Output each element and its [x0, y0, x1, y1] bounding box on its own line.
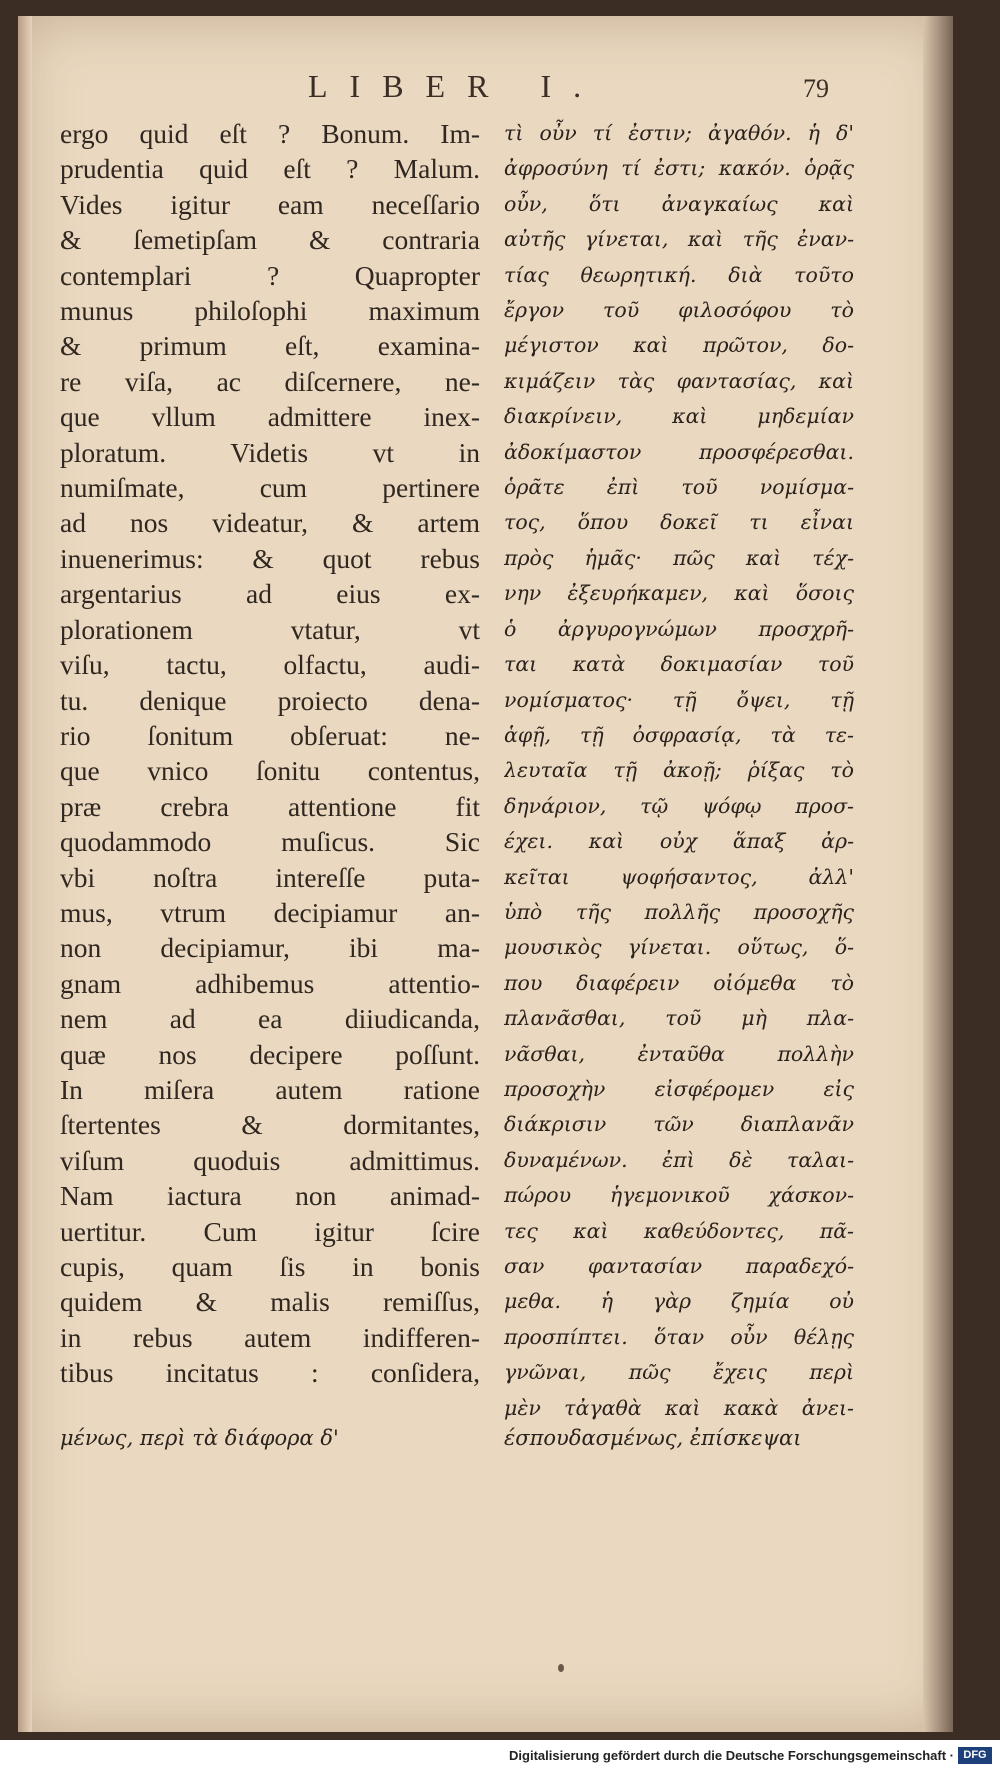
greek-text-line: νᾶσθαι, ἐνταῦθα πολλὴν: [504, 1041, 854, 1066]
greek-text-line: νην ἐξευρήκαμεν, καὶ ὅσοις: [504, 581, 854, 606]
latin-text-line: cupis, quam ſis in bonis: [60, 1251, 480, 1282]
page-edge-left: [18, 16, 32, 1732]
latin-text-line: præ crebra attentione fit: [60, 790, 480, 822]
latin-text-line: viſu, tactu, olfactu, audi-: [60, 649, 480, 681]
greek-text-line: ὁρᾶτε ἐπὶ τοῦ νομίσμα-: [504, 475, 854, 500]
greek-text-line: τὶ οὖν τί ἐστιν; ἀγαθόν. ἡ δ': [504, 121, 854, 145]
greek-text-line: διάκρισιν τῶν διαπλανᾶν: [504, 1112, 854, 1137]
greek-text-line: τος, ὅπου δοκεῖ τι εἶναι: [504, 510, 854, 535]
latin-text-line: & ſemetipſam & contraria: [60, 224, 480, 256]
latin-text-line: nem ad ea diiudicanda,: [60, 1003, 480, 1035]
latin-text-line: Vides igitur eam neceſſario: [60, 188, 480, 220]
greek-text-line: μὲν τἀγαθὰ καὶ κακὰ ἀνει-: [504, 1395, 854, 1420]
greek-text-line: μουσικὸς γίνεται. οὕτως, ὅ-: [504, 935, 854, 960]
latin-text-line: prudentia quid eſt ? Malum.: [60, 153, 480, 185]
greek-text-line: γνῶναι, πῶς ἔχεις περὶ: [504, 1360, 854, 1385]
dfg-logo: DFG: [958, 1747, 992, 1764]
greek-text-line: μέγιστον καὶ πρῶτον, δο-: [504, 333, 854, 358]
greek-text-line: πλανᾶσθαι, τοῦ μὴ πλα-: [504, 1006, 854, 1031]
latin-text-line: munus philoſophi maximum: [60, 295, 480, 327]
catchword-right: έσπουδασμένως, ἐπίσκεψαι: [504, 1426, 802, 1450]
latin-text-line: argentarius ad eius ex-: [60, 578, 480, 610]
latin-text-line: & primum eſt, examina-: [60, 330, 480, 362]
latin-text-line: uertitur. Cum igitur ſcire: [60, 1215, 480, 1247]
latin-text-line: quodammodo muſicus. Sic: [60, 826, 480, 858]
greek-text-line: πρὸς ἡμᾶς· πῶς καὶ τέχ-: [504, 545, 854, 570]
greek-text-line: έχει. καὶ οὐχ ἅπαξ ἀρ-: [504, 829, 854, 854]
greek-text-line: πώρου ἡγεμονικοῦ χάσκον-: [504, 1183, 854, 1208]
latin-text-line: vbi noſtra intereſſe puta-: [60, 861, 480, 893]
greek-column: [504, 116, 854, 1426]
greek-text-line: ἀδοκίμαστον προσφέρεσθαι.: [504, 439, 854, 464]
running-title: LIBER I.: [308, 68, 604, 104]
latin-text-line: In miſera autem ratione: [60, 1073, 480, 1105]
greek-text-line: σαν φαντασίαν παραδεχό-: [504, 1254, 854, 1278]
greek-text-line: κεῖται ψοφήσαντος, ἀλλ': [504, 864, 854, 889]
latin-text-line: tibus incitatus : conſidera,: [60, 1357, 480, 1389]
greek-text-line: ἁφῇ, τῇ ὀσφρασίᾳ, τὰ τε-: [504, 722, 854, 747]
greek-text-line: αὐτῆς γίνεται, καὶ τῆς ἐναν-: [504, 227, 854, 252]
page-header: [18, 68, 953, 108]
greek-text-line: ἀφροσύνη τί ἐστι; κακόν. ὁρᾷς: [504, 156, 854, 181]
greek-text-line: ὑπὸ τῆς πολλῆς προσοχῆς: [504, 899, 854, 924]
greek-text-line: ἔργον τοῦ φιλοσόφου τὸ: [504, 298, 854, 323]
latin-text-line: contemplari ? Quapropter: [60, 259, 480, 291]
latin-column: [60, 116, 480, 1391]
latin-text-line: tu. denique proiecto dena-: [60, 684, 480, 716]
catchword-left: μένως, περὶ τὰ διάφορα δ': [60, 1426, 339, 1450]
latin-text-line: non decipiamur, ibi ma-: [60, 932, 480, 964]
greek-text-line: κιμάζειν τὰς φαντασίας, καὶ: [504, 368, 854, 393]
latin-text-line: ad nos videatur, & artem: [60, 507, 480, 539]
greek-text-line: δηνάριον, τῷ ψόφῳ προσ-: [504, 793, 854, 818]
latin-text-line: ploratum. Videtis vt in: [60, 436, 480, 468]
greek-text-line: προσοχὴν εἰσφέρομεν εἰς: [504, 1076, 854, 1101]
footer-bar: [0, 1740, 1000, 1770]
funding-notice: Digitalisierung gefördert durch die Deutsche Forschungsgemeinschaft ·: [509, 1748, 954, 1763]
latin-text-line: viſum quoduis admittimus.: [60, 1144, 480, 1176]
latin-text-line: rio ſonitum obſeruat: ne-: [60, 719, 480, 751]
latin-text-line: numiſmate, cum pertinere: [60, 472, 480, 504]
greek-text-line: δυναμένων. ἐπὶ δὲ ταλαι-: [504, 1147, 854, 1172]
greek-text-line: προσπίπτει. ὅταν οὖν θέλῃς: [504, 1324, 854, 1349]
greek-text-line: διακρίνειν, καὶ μηδεμίαν: [504, 404, 854, 429]
page-edge-right: [923, 16, 953, 1732]
greek-text-line: οὖν, ὅτι ἀναγκαίως καὶ: [504, 191, 854, 216]
ink-spot: [558, 1664, 564, 1672]
latin-text-line: in rebus autem indifferen-: [60, 1321, 480, 1353]
latin-text-line: que vnico ſonitu contentus,: [60, 755, 480, 787]
latin-text-line: Nam iactura non animad-: [60, 1180, 480, 1212]
latin-text-line: que vllum admittere inex-: [60, 401, 480, 433]
catchwords-row: [18, 1426, 953, 1466]
latin-text-line: gnam adhibemus attentio-: [60, 967, 480, 999]
latin-text-line: quæ nos decipere poſſunt.: [60, 1038, 480, 1070]
latin-text-line: quidem & malis remiſſus,: [60, 1286, 480, 1318]
greek-text-line: τίας θεωρητική. διὰ τοῦτο: [504, 262, 854, 287]
latin-text-line: re viſa, ac diſcernere, ne-: [60, 365, 480, 397]
latin-text-line: plorationem vtatur, vt: [60, 613, 480, 645]
latin-text-line: ſtertentes & dormitantes,: [60, 1109, 480, 1141]
page-number: 79: [803, 74, 829, 103]
latin-text-line: mus, vtrum decipiamur an-: [60, 896, 480, 928]
greek-text-line: νομίσματος· τῇ ὄψει, τῇ: [504, 687, 854, 712]
greek-text-line: ται κατὰ δοκιμασίαν τοῦ: [504, 652, 854, 677]
greek-text-line: λευταῖα τῇ ἀκοῇ; ῥίξας τὸ: [504, 758, 854, 783]
greek-text-line: ὁ ἀργυρογνώμων προσχρῆ-: [504, 616, 854, 641]
book-page: [18, 16, 953, 1732]
greek-text-line: που διαφέρειν οἰόμεθα τὸ: [504, 970, 854, 995]
latin-text-line: inuenerimus: & quot rebus: [60, 542, 480, 574]
greek-text-line: μεθα. ἡ γὰρ ζημία οὐ: [504, 1289, 854, 1314]
greek-text-line: τες καὶ καθεύδοντες, πᾶ-: [504, 1218, 854, 1243]
latin-text-line: ergo quid eſt ? Bonum. Im-: [60, 118, 480, 149]
